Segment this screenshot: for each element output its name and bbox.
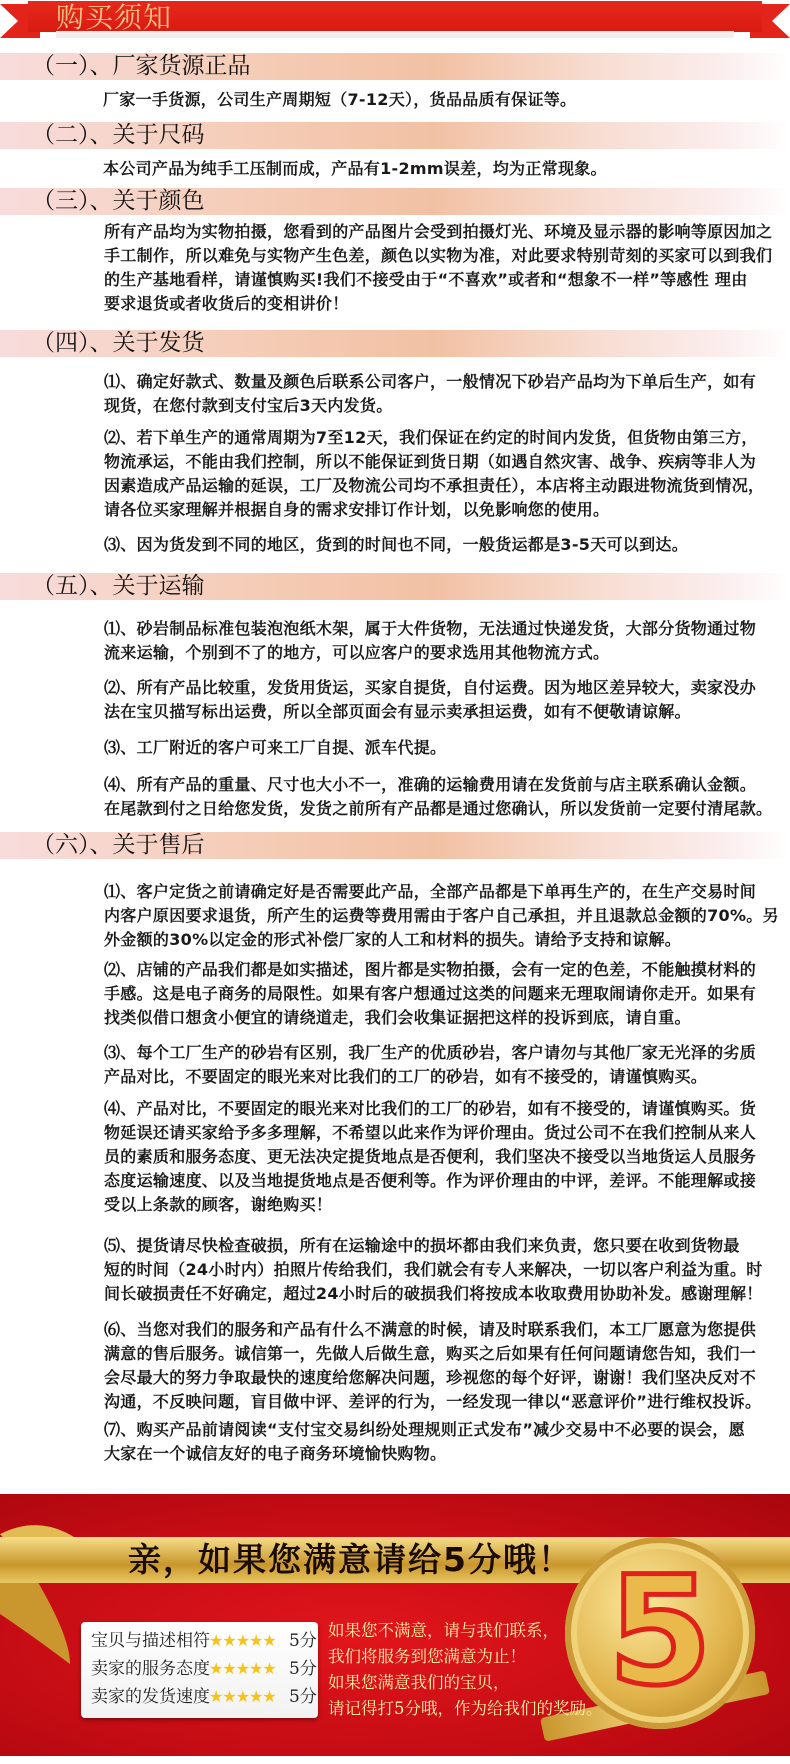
paragraph-line: ⑵、所有产品比较重，发货用货运，买家自提货，自付运费。因为地区差异较大，卖家没办 bbox=[104, 678, 757, 697]
paragraph-line: ⑴、砂岩制品标准包装泡泡纸木架，属于大件货物，无法通过快递发货，大部分货物通过物 bbox=[104, 619, 757, 638]
section-paragraph bbox=[104, 1041, 756, 1089]
section-title: （六）、关于售后 bbox=[32, 832, 205, 858]
section-paragraph bbox=[104, 426, 764, 522]
banner-message-line: 如果您不满意，请与我们联系， bbox=[328, 1621, 559, 1640]
section-paragraph bbox=[104, 880, 779, 952]
paragraph-line: ⑵、若下单生产的通常周期为7至12天，我们保证在约定的时间内发货，但货物由第三方， bbox=[104, 428, 758, 447]
paragraph-line: 手工制作，所以难免与实物产生色差，颜色以实物为准，对此要求特别苛刻的买家可以到我们 bbox=[104, 246, 773, 265]
paragraph-line: ⑷、所有产品的重量、尺寸也大小不一，准确的运输费用请在发货前与店主联系确认金额。 bbox=[104, 775, 757, 794]
rating-score: 5分 bbox=[289, 1631, 317, 1651]
section-paragraph bbox=[104, 1418, 745, 1466]
paragraph-line: 大家在一个诚信友好的电子商务环境愉快购物。 bbox=[104, 1444, 447, 1463]
paragraph-line: ⑶、每个工厂生产的砂岩有区别，我厂生产的优质砂岩，客户请勿与其他厂家无光泽的劣质 bbox=[104, 1043, 757, 1062]
section-title: （四）、关于发货 bbox=[32, 330, 205, 356]
banner-message-line: 我们将服务到您满意为止！ bbox=[328, 1647, 526, 1666]
paragraph-line: 手感。这是电子商务的局限性。如果有客户想通过这类的问题来无理取闹请你走开。如果有 bbox=[104, 984, 757, 1003]
paragraph-line: 因素造成产品运输的延误，工厂及物流公司均不承担责任），本店将主动跟进物流货到情况， bbox=[104, 476, 765, 495]
section-title: （三）、关于颜色 bbox=[32, 188, 205, 214]
section-paragraph bbox=[104, 533, 688, 557]
paragraph-line: 受以上条款的顾客，谢绝购买！ bbox=[104, 1195, 333, 1214]
section-paragraph bbox=[104, 220, 772, 316]
section-paragraph bbox=[104, 958, 756, 1030]
paragraph-line: 内客户原因要求退货，所产生的运费等费用需由于客户自己承担，并且退款总金额的70%。另 bbox=[104, 906, 779, 925]
rating-label: 卖家的服务态度 bbox=[91, 1659, 210, 1679]
rating-label: 宝贝与描述相符 bbox=[91, 1631, 210, 1651]
paragraph-line: 沟通，不反映问题，盲目做中评、差评的行为，一经发现一律以“恶意评价”进行维权投诉。 bbox=[104, 1392, 762, 1411]
paragraph-line: 的生产基地看样，请谨慎购买!我们不接受由于“不喜欢”或者和“想象不一样”等感性 理由 bbox=[104, 270, 748, 289]
rating-row bbox=[91, 1656, 317, 1682]
rating-banner bbox=[0, 1494, 790, 1756]
rating-label: 卖家的发货速度 bbox=[91, 1687, 210, 1707]
paragraph-line: 法在宝贝描写标出运费，所以全部页面会有显示卖承担运费，如有不便敬请谅解。 bbox=[104, 702, 691, 721]
section-paragraph bbox=[104, 676, 756, 724]
section-header bbox=[0, 832, 790, 859]
star-rating-icon: ★★★★★ bbox=[209, 1631, 276, 1650]
section-paragraph bbox=[103, 157, 607, 181]
banner-message bbox=[328, 1618, 603, 1722]
paragraph-line: ⑶、工厂附近的客户可来工厂自提、派车代提。 bbox=[104, 738, 447, 757]
paragraph-line: ⑷、产品对比，不要固定的眼光来对比我们的工厂的砂岩，如有不接受的，请谨慎购买。货 bbox=[104, 1099, 757, 1118]
paragraph-line: ⑺、购买产品前请阅读“支付宝交易纠纷处理规则正式发布”减少交易中不必要的误会，愿 bbox=[104, 1420, 746, 1439]
banner-title: 亲，如果您满意请给5分哦！ bbox=[128, 1540, 573, 1579]
rating-box bbox=[81, 1622, 318, 1718]
paragraph-line: 在尾款到付之日给您发货，发货之前所有产品都是通过您确认，所以发货前一定要付清尾款。 bbox=[104, 799, 773, 818]
banner-message-line: 如果您满意我们的宝贝， bbox=[328, 1673, 510, 1692]
section-header bbox=[0, 122, 790, 149]
rating-row bbox=[91, 1628, 317, 1654]
paragraph-line: 态度运输速度、以及当地提货地点是否便利等。作为评价理由的中评，差评。不能理解或接 bbox=[104, 1171, 757, 1190]
paragraph-line: 外金额的30%以定金的形式补偿厂家的人工和材料的损失。请给予支持和谅解。 bbox=[104, 930, 682, 949]
paragraph-line: ⑹、当您对我们的服务和产品有什么不满意的时候，请及时联系我们，本工厂愿意为您提供 bbox=[104, 1320, 757, 1339]
rating-row bbox=[91, 1684, 317, 1710]
page-title: 购买须知 bbox=[56, 1, 173, 34]
section-paragraph bbox=[104, 1234, 763, 1306]
paragraph-line: 间长破损责任不好确定，超过24小时后的破损我们将按成本收取费用协助补发。感谢理解！ bbox=[104, 1284, 763, 1303]
section-title: （五）、关于运输 bbox=[32, 573, 205, 599]
paragraph-line: ⑸、提货请尽快检查破损，所有在运输途中的损坏都由我们来负责，您只要在收到货物最 bbox=[104, 1236, 740, 1255]
rating-score: 5分 bbox=[289, 1687, 317, 1707]
paragraph-line: ⑵、店铺的产品我们都是如实描述，图片都是实物拍摄，会有一定的色差，不能触摸材料的 bbox=[104, 960, 757, 979]
star-rating-icon: ★★★★★ bbox=[209, 1687, 276, 1706]
section-header bbox=[0, 573, 790, 600]
section-paragraph bbox=[103, 88, 576, 112]
section-header bbox=[0, 188, 790, 215]
section-title: （一）、厂家货源正品 bbox=[32, 53, 251, 79]
paragraph-line: ⑴、确定好款式、数量及颜色后联系公司客户，一般情况下砂岩产品均为下单后生产，如有 bbox=[104, 372, 757, 391]
star-rating-icon: ★★★★★ bbox=[209, 1659, 276, 1678]
section-header bbox=[0, 330, 790, 357]
paragraph-line: 流来运输，个别到不了的地方，可以应客户的要求选用其他物流方式。 bbox=[104, 643, 610, 662]
coin-number: 5 bbox=[607, 1545, 713, 1719]
rating-score: 5分 bbox=[289, 1659, 317, 1679]
section-header bbox=[0, 53, 790, 80]
paragraph-line: 厂家一手货源，公司生产周期短（7-12天），货品品质有保证等。 bbox=[103, 90, 577, 109]
paragraph-line: ⑴、客户定货之前请确定好是否需要此产品，全部产品都是下单再生产的，在生产交易时间 bbox=[104, 882, 757, 901]
paragraph-line: 会尽最大的努力争取最快的速度给您解决问题，珍视您的每个好评，谢谢！我们坚决反对不 bbox=[104, 1368, 757, 1387]
paragraph-line: 要求退货或者收货后的变相讲价！ bbox=[104, 294, 349, 313]
paragraph-line: 满意的售后服务。诚信第一，先做人后做生意，购买之后如果有任何问题请您告知，我们一 bbox=[104, 1344, 757, 1363]
section-paragraph bbox=[104, 773, 772, 821]
paragraph-line: 本公司产品为纯手工压制而成，产品有1-2mm误差，均为正常现象。 bbox=[103, 159, 607, 178]
header-ribbon bbox=[0, 0, 790, 40]
paragraph-line: 短的时间（24小时内）拍照片传给我们，我们就会有专人来解决，一切以客户利益为重。时 bbox=[104, 1260, 763, 1279]
paragraph-line: 现货，在您付款到支付宝后3天内发货。 bbox=[104, 396, 393, 415]
paragraph-line: 物流承运，不能由我们控制，所以不能保证到货日期（如遇自然灾害、战争、疾病等非人为 bbox=[104, 452, 757, 471]
section-paragraph bbox=[104, 736, 446, 760]
section-paragraph bbox=[104, 1318, 761, 1414]
paragraph-line: ⑶、因为货发到不同的地区，货到的时间也不同，一般货运都是3-5天可以到达。 bbox=[104, 535, 689, 554]
paragraph-line: 所有产品均为实物拍摄，您看到的产品图片会受到拍摄灯光、环境及显示器的影响等原因加之 bbox=[104, 222, 773, 241]
section-paragraph bbox=[104, 617, 756, 665]
paragraph-line: 物延误还请买家给予多多理解，不希望以此来作为评价理由。货过公司不在我们控制从来人 bbox=[104, 1123, 757, 1142]
paragraph-line: 产品对比，不要固定的眼光来对比我们的工厂的砂岩，如有不接受的，请谨慎购买。 bbox=[104, 1067, 708, 1086]
section-title: （二）、关于尺码 bbox=[32, 122, 205, 148]
section-paragraph bbox=[104, 370, 756, 418]
paragraph-line: 找类似借口想贪小便宜的请绕道走，我们会收集证据把这样的投诉到底，请自重。 bbox=[104, 1008, 691, 1027]
banner-message-line: 请记得打5分哦，作为给我们的奖励。 bbox=[328, 1699, 603, 1718]
paragraph-line: 员的素质和服务态度、更无法决定提货地点是否便利，我们坚决不接受以当地货运人员服务 bbox=[104, 1147, 757, 1166]
section-paragraph bbox=[104, 1097, 756, 1217]
paragraph-line: 请各位买家理解并根据自身的需求安排订作计划，以免影响您的使用。 bbox=[104, 500, 610, 519]
